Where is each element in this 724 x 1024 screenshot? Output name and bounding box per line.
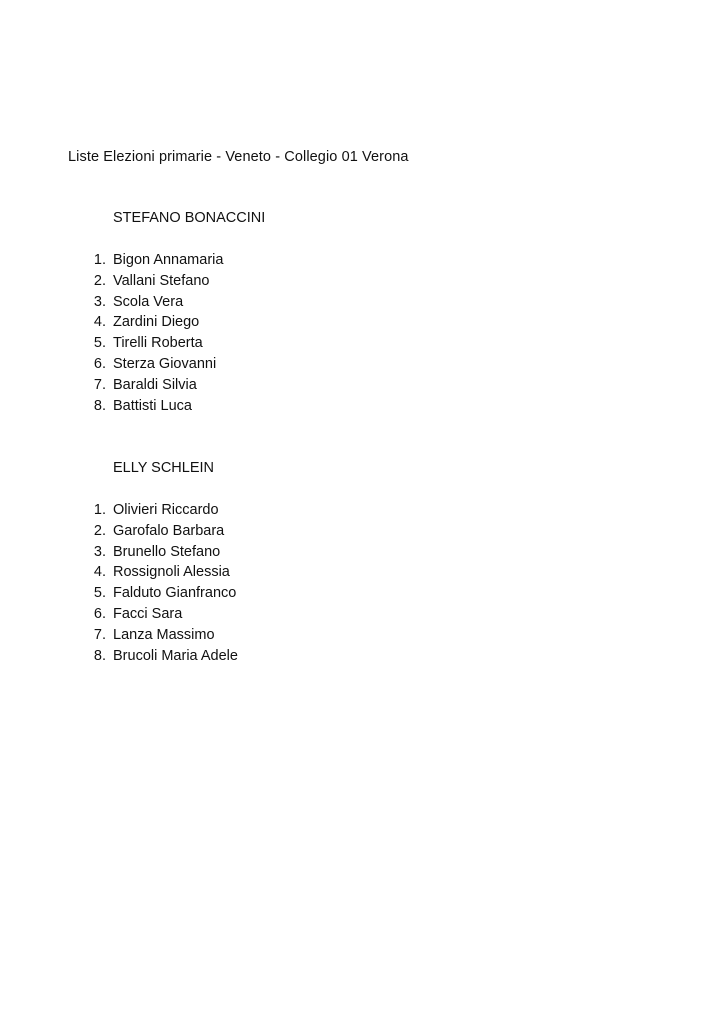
- candidate-heading: ELLY SCHLEIN: [113, 460, 215, 476]
- list-number: 5.: [93, 585, 106, 602]
- list-name: Brucoli Maria Adele: [113, 647, 238, 664]
- list-number: 7.: [93, 376, 106, 393]
- list-name: Falduto Gianfranco: [113, 585, 237, 602]
- list-number: 2.: [93, 272, 106, 289]
- list-number: 2.: [93, 522, 106, 539]
- list-name: Zardini Diego: [113, 314, 200, 331]
- list-number: 7.: [93, 626, 106, 643]
- list-number: 6.: [93, 355, 106, 372]
- list-name: Vallani Stefano: [113, 272, 210, 289]
- list-name: Facci Sara: [113, 605, 183, 622]
- list-number: 4.: [93, 564, 106, 581]
- list-number: 8.: [93, 647, 106, 664]
- list-name: Baraldi Silvia: [113, 376, 197, 393]
- list-number: 3.: [93, 293, 106, 310]
- list-name: Olivieri Riccardo: [113, 502, 219, 518]
- list-number: 6.: [93, 605, 106, 622]
- candidate-heading: STEFANO BONACCINI: [113, 210, 266, 226]
- list-name: Rossignoli Alessia: [113, 564, 230, 581]
- list-name: Battisti Luca: [113, 397, 192, 414]
- document-title: Liste Elezioni primarie - Veneto - Collegio 01 Verona: [68, 149, 409, 165]
- list-name: Scola Vera: [113, 293, 184, 310]
- list-name: Brunello Stefano: [113, 543, 221, 560]
- list-number: 4.: [93, 314, 106, 331]
- list-name: Sterza Giovanni: [113, 355, 217, 372]
- list-name: Tirelli Roberta: [113, 335, 203, 352]
- list-number: 8.: [93, 397, 106, 414]
- list-name: Garofalo Barbara: [113, 522, 225, 539]
- list-name: Lanza Massimo: [113, 626, 215, 643]
- list-number: 1.: [93, 502, 106, 518]
- list-number: 3.: [93, 543, 106, 560]
- list-number: 1.: [93, 252, 106, 268]
- list-name: Bigon Annamaria: [113, 252, 224, 268]
- list-number: 5.: [93, 335, 106, 352]
